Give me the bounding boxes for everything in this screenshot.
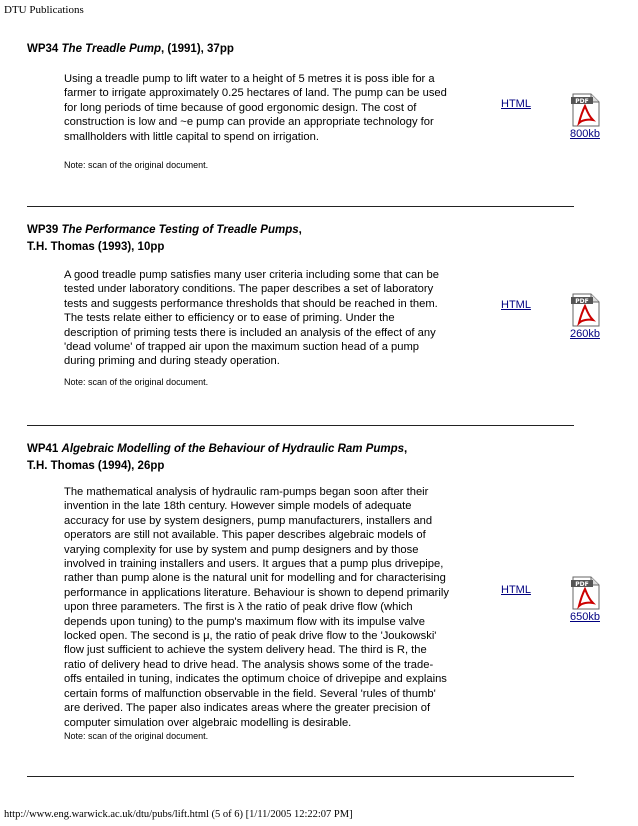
publication-meta: , — [298, 224, 302, 236]
pdf-label: PDF — [575, 98, 589, 105]
html-link[interactable]: HTML — [501, 299, 531, 311]
publication-code: WP39 — [27, 224, 59, 236]
publication-name: Algebraic Modelling of the Behaviour of Hydraulic Ram Pumps — [61, 443, 405, 455]
pdf-download[interactable] — [568, 293, 602, 340]
publication-meta: , (1991), 37pp — [161, 43, 234, 55]
pdf-label: PDF — [575, 581, 589, 588]
publication-abstract: Using a treadle pump to lift water to a height of 5 metres it is poss ible for a farmer to irrigate approximately 0.25 hectares of land. The pump can be used for long periods of time because of good ergonomic design. The cost of construction is low and ~e pump can provide an appropriate technology for smallholders with little capital to spend on irrigation. — [64, 73, 447, 143]
page-footer: http://www.eng.warwick.ac.uk/dtu/pubs/lift.html (5 of 6) [1/11/2005 12:22:07 PM] — [4, 809, 353, 820]
publication-code: WP34 — [27, 43, 59, 55]
publication-meta: , — [404, 443, 408, 455]
pdf-size-link[interactable]: 260kb — [570, 328, 600, 340]
pdf-download[interactable] — [568, 93, 602, 140]
html-link[interactable]: HTML — [501, 98, 531, 110]
publication-name: The Treadle Pump — [61, 43, 162, 55]
publication-title-wp41 — [27, 441, 407, 458]
publication-title-wp39 — [27, 222, 302, 239]
publication-note: Note: scan of the original document. — [64, 731, 209, 741]
page-header: DTU Publications — [4, 4, 84, 16]
publication-authors: T.H. Thomas (1994), 26pp — [27, 460, 165, 472]
pdf-size-link[interactable]: 650kb — [570, 611, 600, 623]
pdf-label: PDF — [575, 298, 589, 305]
section-divider — [27, 206, 574, 207]
html-link[interactable]: HTML — [501, 584, 531, 596]
publication-authors: T.H. Thomas (1993), 10pp — [27, 241, 165, 253]
publication-title-wp34 — [27, 41, 234, 58]
section-divider — [27, 776, 574, 777]
publication-abstract: The mathematical analysis of hydraulic ram-pumps began soon after their invention in the late 18th century. However simple models of adequate accuracy for use by system designers, pump manufacturers, installers and operators are still not available. This paper describes algebraic models of varying complexity for use by system and pump designers and by those involved in training installers and users. It argues that a pump plus drivepipe, rather than pump alone is the natural unit for modelling and for characterising performance in applications literature. Behaviour is shown to depend primarily upon three parameters. The first is λ the ratio of peak drive flow (which depends upon tuning) to the pump's maximum flow with its impulse valve locked open. The second is μ, the ratio of peak drive flow to the 'Joukowski' flow just sufficient to achieve the system delivery head. The third is R, the ratio of delivery head to drive head. The analysis shows some of the trade-offs entailed in tuning, indicates the optimum choice of drivepipe and explains certain forms of malfunction observable in the field. Several 'rules of thumb' are derived. The paper also indicates areas where the greater precision of computer simulation over algebraic modelling is desirable. — [64, 486, 449, 729]
publication-code: WP41 — [27, 443, 59, 455]
pdf-size-link[interactable]: 800kb — [570, 128, 600, 140]
pdf-file-icon — [570, 293, 600, 327]
pdf-file-icon — [570, 576, 600, 610]
publication-abstract: A good treadle pump satisfies many user criteria including some that can be tested under laboratory conditions. The paper describes a set of laboratory tests and suggests performance thresholds that should be reached in them. The tests relate either to efficiency or to ease of priming. Under the description of priming tests there is included an analysis of the effect of any 'dead volume' of trapped air upon the maximum suction head of a pump during priming and during steady operation. — [64, 269, 439, 368]
publication-note: Note: scan of the original document. — [64, 160, 209, 170]
pdf-file-icon — [570, 93, 600, 127]
pdf-download[interactable] — [568, 576, 602, 623]
section-divider — [27, 425, 574, 426]
publication-note: Note: scan of the original document. — [64, 377, 209, 387]
publication-name: The Performance Testing of Treadle Pumps — [61, 224, 299, 236]
